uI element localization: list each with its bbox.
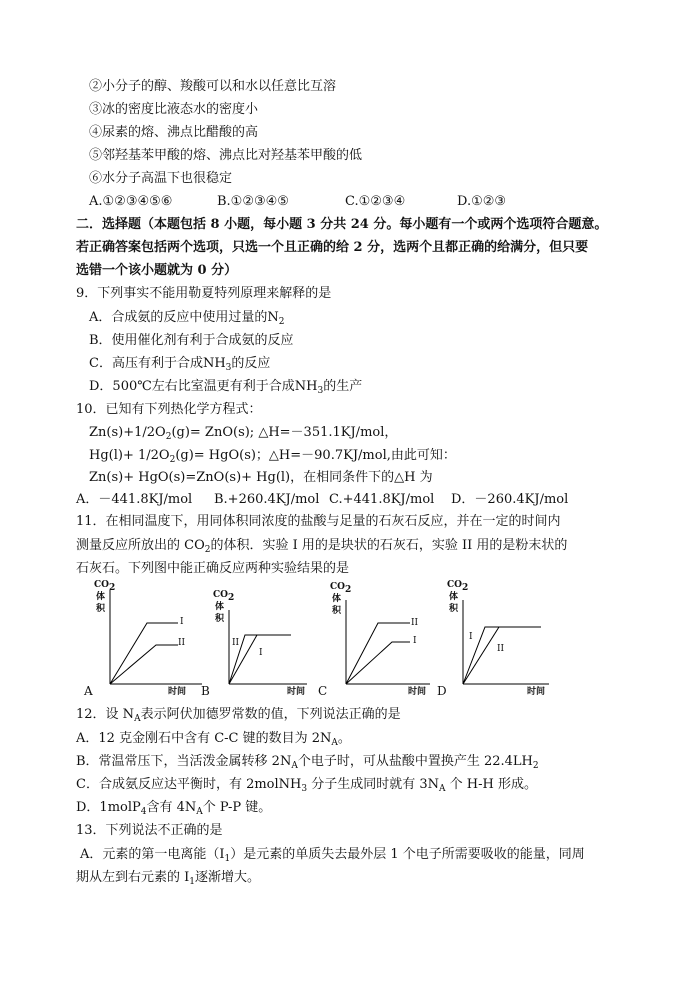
q10-equation-2: $Hg(l)+ 1/2O_2(g)= HgO(s)$；△H=－90.7KJ/mol,由此可知：	[89, 448, 456, 465]
q9-option-a: A．合成氨的反应中使用过量的$N_2$	[89, 310, 285, 327]
q9-option-d: D．500℃左右比室温更有利于合成$NH_3$的生产	[89, 379, 363, 396]
graph-a-letter: A	[84, 684, 93, 698]
q10-option-c: C.+441.8KJ/mol	[329, 492, 435, 507]
graph-b-ylabel-3: 积	[215, 614, 225, 624]
q8-statement-2: ②小分子的醇、羧酸可以和水以任意比互溶	[89, 79, 337, 94]
graph-d-curve-1	[463, 627, 541, 684]
section2-instructions-2: 若正确答案包括两个选项，只选一个且正确的给 2 分，选两个且都正确的给满分，但只要	[76, 240, 589, 255]
q8-option-b: B.①②③④⑤	[217, 194, 289, 209]
graph-a-xlabel: 时间	[168, 687, 187, 697]
q12-option-d: D．1molP$_4$含有 $4N_A$个 P-P 键。	[76, 800, 272, 817]
graph-c-letter: C	[318, 684, 328, 698]
q9-option-b: B．使用催化剂有利于合成氨的反应	[89, 333, 294, 348]
graph-a	[84, 580, 206, 700]
q13-option-a-line-2: 期从左到右元素的 $I_1$逐渐增大。	[76, 870, 261, 887]
q10-option-d: D．－260.4KJ/mol	[451, 492, 569, 507]
q9-stem: 9．下列事实不能用勒夏特列原理来解释的是	[76, 286, 332, 301]
q10-equation-1: $Zn(s)+1/2O_2(g)= ZnO(s)$; △H=－351.1KJ/mol，	[89, 425, 398, 442]
graph-d-label-1: I	[469, 632, 473, 642]
q8-option-c: C.①②③④	[345, 194, 406, 209]
graph-b-xlabel: 时间	[287, 687, 306, 697]
graph-d-ylabel: $CO_2$	[447, 580, 469, 593]
q8-statement-4: ④尿素的熔、沸点比醋酸的高	[89, 125, 259, 140]
graph-b	[201, 580, 323, 700]
graph-a-ylabel-3: 积	[96, 604, 106, 614]
graph-a-ylabel: $CO_2$	[94, 580, 116, 593]
q11-stem-2: 测量反应所放出的 $CO_2$的体积．实验 I 用的是块状的石灰石，实验 II 用的是粉末状的	[76, 538, 568, 555]
q10-equation-3: Zn(s)+ HgO(s)=ZnO(s)+ Hg(l)，在相同条件下的△H 为	[89, 470, 433, 485]
graph-b-label-2: I	[259, 648, 263, 658]
graph-d-ylabel-2: 体	[449, 592, 459, 602]
graph-c-label-1: II	[411, 618, 419, 628]
q8-option-d: D.①②③	[457, 194, 507, 209]
q12-option-c: C．合成氨反应达平衡时，有 2molNH$_3$ 分子生成同时就有 $3N_A$ 个 H-H 形成。	[76, 777, 537, 794]
graph-d-label-2: II	[497, 644, 505, 654]
graph-a-label-2: II	[178, 638, 186, 648]
q10-option-b: B.+260.4KJ/mol	[214, 492, 320, 507]
section2-instructions-3: 选错一个该小题就为 0 分）	[76, 263, 238, 278]
graph-c-label-2: I	[413, 636, 417, 646]
q10-options	[76, 491, 568, 509]
graph-a-ylabel-2: 体	[96, 592, 106, 602]
q8-statement-5: ⑤邻羟基苯甲酸的熔、沸点比对羟基苯甲酸的低	[89, 148, 363, 163]
graph-c-ylabel-2: 体	[332, 594, 342, 604]
section2-instructions-1: 二．选择题（本题包括 8 小题，每小题 3 分共 24 分。每小题有一个或两个选项符合题意。	[76, 217, 608, 232]
graph-b-ylabel-2: 体	[215, 602, 225, 612]
q12-option-b: B．常温常压下，当活泼金属转移 $2N_A$个电子时，可从盐酸中置换产生 $22.4LH_2$	[76, 754, 539, 771]
graph-d-xlabel: 时间	[527, 687, 546, 697]
graph-c	[318, 580, 440, 700]
q10-stem: 10．已知有下列热化学方程式：	[76, 402, 262, 417]
graph-d-ylabel-3: 积	[449, 604, 459, 614]
graph-b-label-1: II	[232, 638, 240, 648]
q11-stem-3: 石灰石。下列图中能正确反应两种实验结果的是	[76, 561, 350, 576]
graph-c-xlabel: 时间	[408, 687, 427, 697]
q12-stem: 12．设 $N_A$表示阿伏加德罗常数的值，下列说法正确的是	[76, 707, 401, 724]
q8-option-a: A.①②③④⑤⑥	[89, 194, 173, 209]
graph-d	[437, 580, 559, 700]
graph-a-curve-2	[110, 645, 178, 684]
q13-stem: 13．下列说法不正确的是	[76, 823, 223, 838]
graph-b-ylabel: $CO_2$	[213, 590, 235, 603]
graph-a-label-1: I	[180, 617, 184, 627]
graph-c-curve-2	[346, 642, 410, 684]
q13-option-a-line-1: A．元素的第一电离能$(I_1)$是元素的单质失去最外层 1 个电子所需要吸收的能量，同周	[80, 847, 585, 864]
graph-b-letter: B	[201, 684, 210, 698]
q12-option-a: A．12 克金刚石中含有 C-C 键的数目为 $2N_A$。	[76, 731, 351, 748]
q8-statement-3: ③冰的密度比液态水的密度小	[89, 102, 259, 117]
graph-c-ylabel: $CO_2$	[330, 582, 352, 595]
q8-statement-6: ⑥水分子高温下也很稳定	[89, 171, 233, 186]
graph-c-ylabel-3: 积	[332, 606, 342, 616]
q9-option-c: C．高压有利于合成$NH_3$的反应	[89, 356, 271, 373]
q11-stem-1: 11．在相同温度下，用同体积同浓度的盐酸与足量的石灰石反应，并在一定的时间内	[76, 514, 561, 529]
graph-d-letter: D	[437, 684, 447, 698]
q8-options	[89, 193, 506, 211]
q10-option-a: A．－441.8KJ/mol	[76, 492, 193, 507]
